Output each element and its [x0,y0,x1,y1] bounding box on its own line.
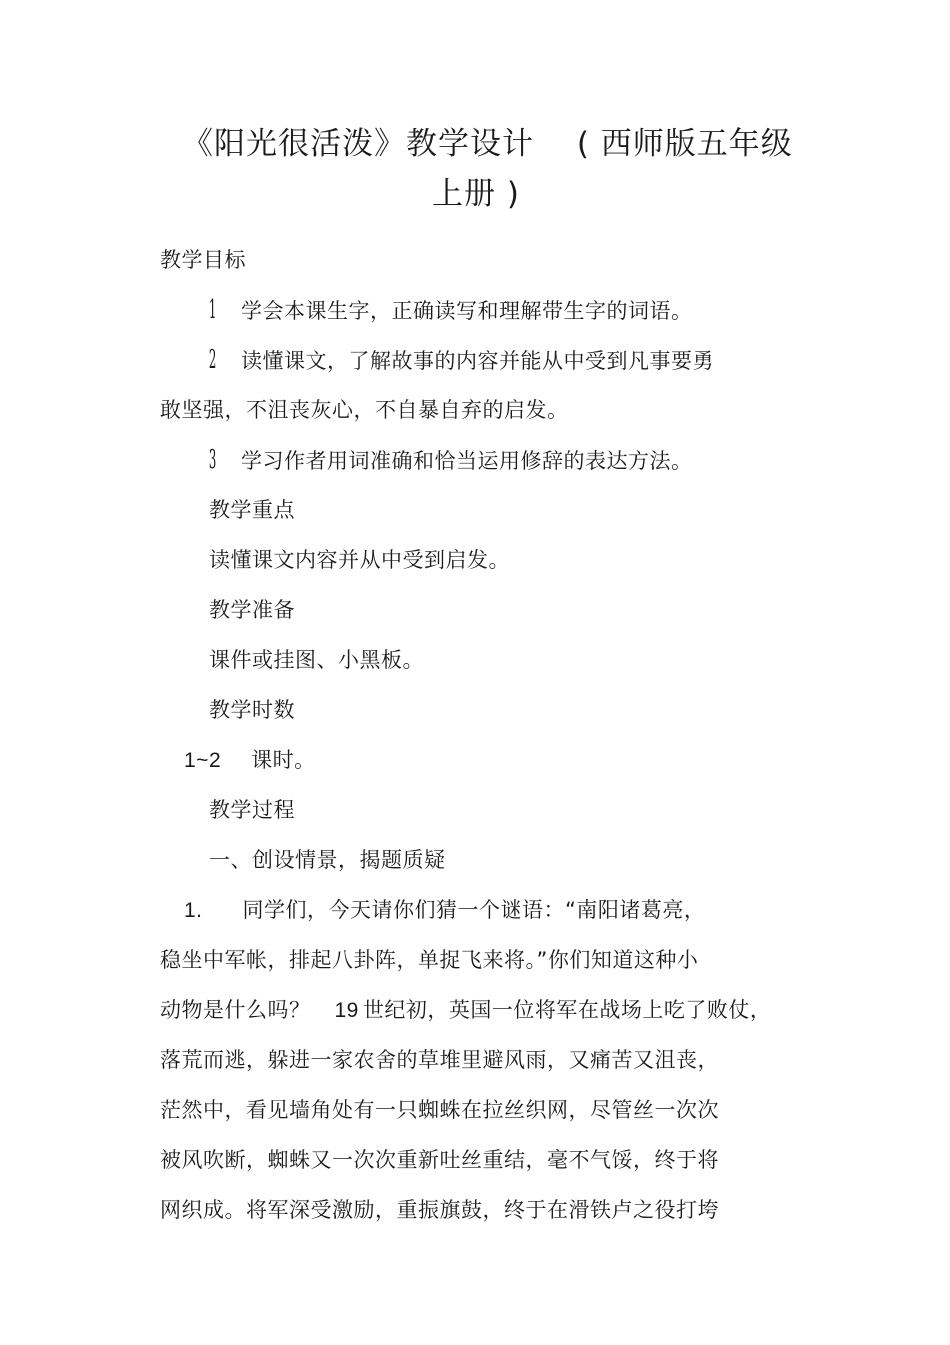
objective-3 [205,445,693,476]
focus-text: 读懂课文内容并从中受到启发。 [209,548,510,572]
document-title-line-2: 上册 ) [432,176,520,212]
paragraph-1-text-3b: 世纪初，英国一位将军在战场上吃了败仗， [362,998,772,1022]
paragraph-1-line-3 [160,995,771,1026]
objective-1 [205,295,693,326]
objective-3-number: 3 [208,445,217,475]
paragraph-1-line-5: 茫然中，看见墙角处有一只蜘蛛在拉丝织网，尽管丝一次次 [160,1098,719,1122]
paragraph-1-line-1 [184,895,705,926]
objective-3-text: 学习作者用词准确和恰当运用修辞的表达方法。 [241,449,693,473]
hours-number: 1~2 [184,749,222,772]
objective-1-number: 1 [208,295,217,325]
objective-2-number: 2 [208,345,217,375]
paragraph-1-century-number: 19 [334,999,359,1022]
heading-objectives: 教学目标 [160,248,246,272]
paragraph-1-line-7: 网织成。将军深受激励，重振旗鼓，终于在滑铁卢之役打垮 [160,1198,719,1222]
paragraph-1-line-2: 稳坐中军帐，排起八卦阵，单捉飞来将。”你们知道这种小 [160,948,699,972]
paragraph-1-text-3a: 动物是什么吗？ [160,998,311,1022]
objective-2 [205,345,714,376]
paragraph-1-line-6: 被风吹断，蜘蛛又一次次重新吐丝重结，毫不气馁，终于将 [160,1148,719,1172]
part-1-heading: 一、创设情景，揭题质疑 [209,848,446,872]
document-title-line-1: 《阳光很活泼》教学设计 ( 西师版五年级 [182,126,793,162]
paragraph-1-line-4: 落荒而逃，躲进一家农舍的草堆里避风雨，又痛苦又沮丧， [160,1048,719,1072]
objective-2-text-b: 敢坚强，不沮丧灰心，不自暴自弃的启发。 [160,398,569,422]
heading-preparation: 教学准备 [209,598,295,622]
objective-2-text-a: 读懂课文，了解故事的内容并能从中受到凡事要勇 [241,349,714,373]
preparation-text: 课件或挂图、小黑板。 [209,648,424,672]
hours-line [184,745,316,776]
objective-1-text: 学会本课生字，正确读写和理解带生字的词语。 [241,299,693,323]
heading-process: 教学过程 [209,798,295,822]
paragraph-1-text-1: 同学们，今天请你们猜一个谜语：“南阳诸葛亮， [242,898,706,922]
hours-text: 课时。 [251,748,316,772]
heading-focus: 教学重点 [209,498,295,522]
heading-hours: 教学时数 [209,698,295,722]
paragraph-1-number: 1. [184,899,203,922]
